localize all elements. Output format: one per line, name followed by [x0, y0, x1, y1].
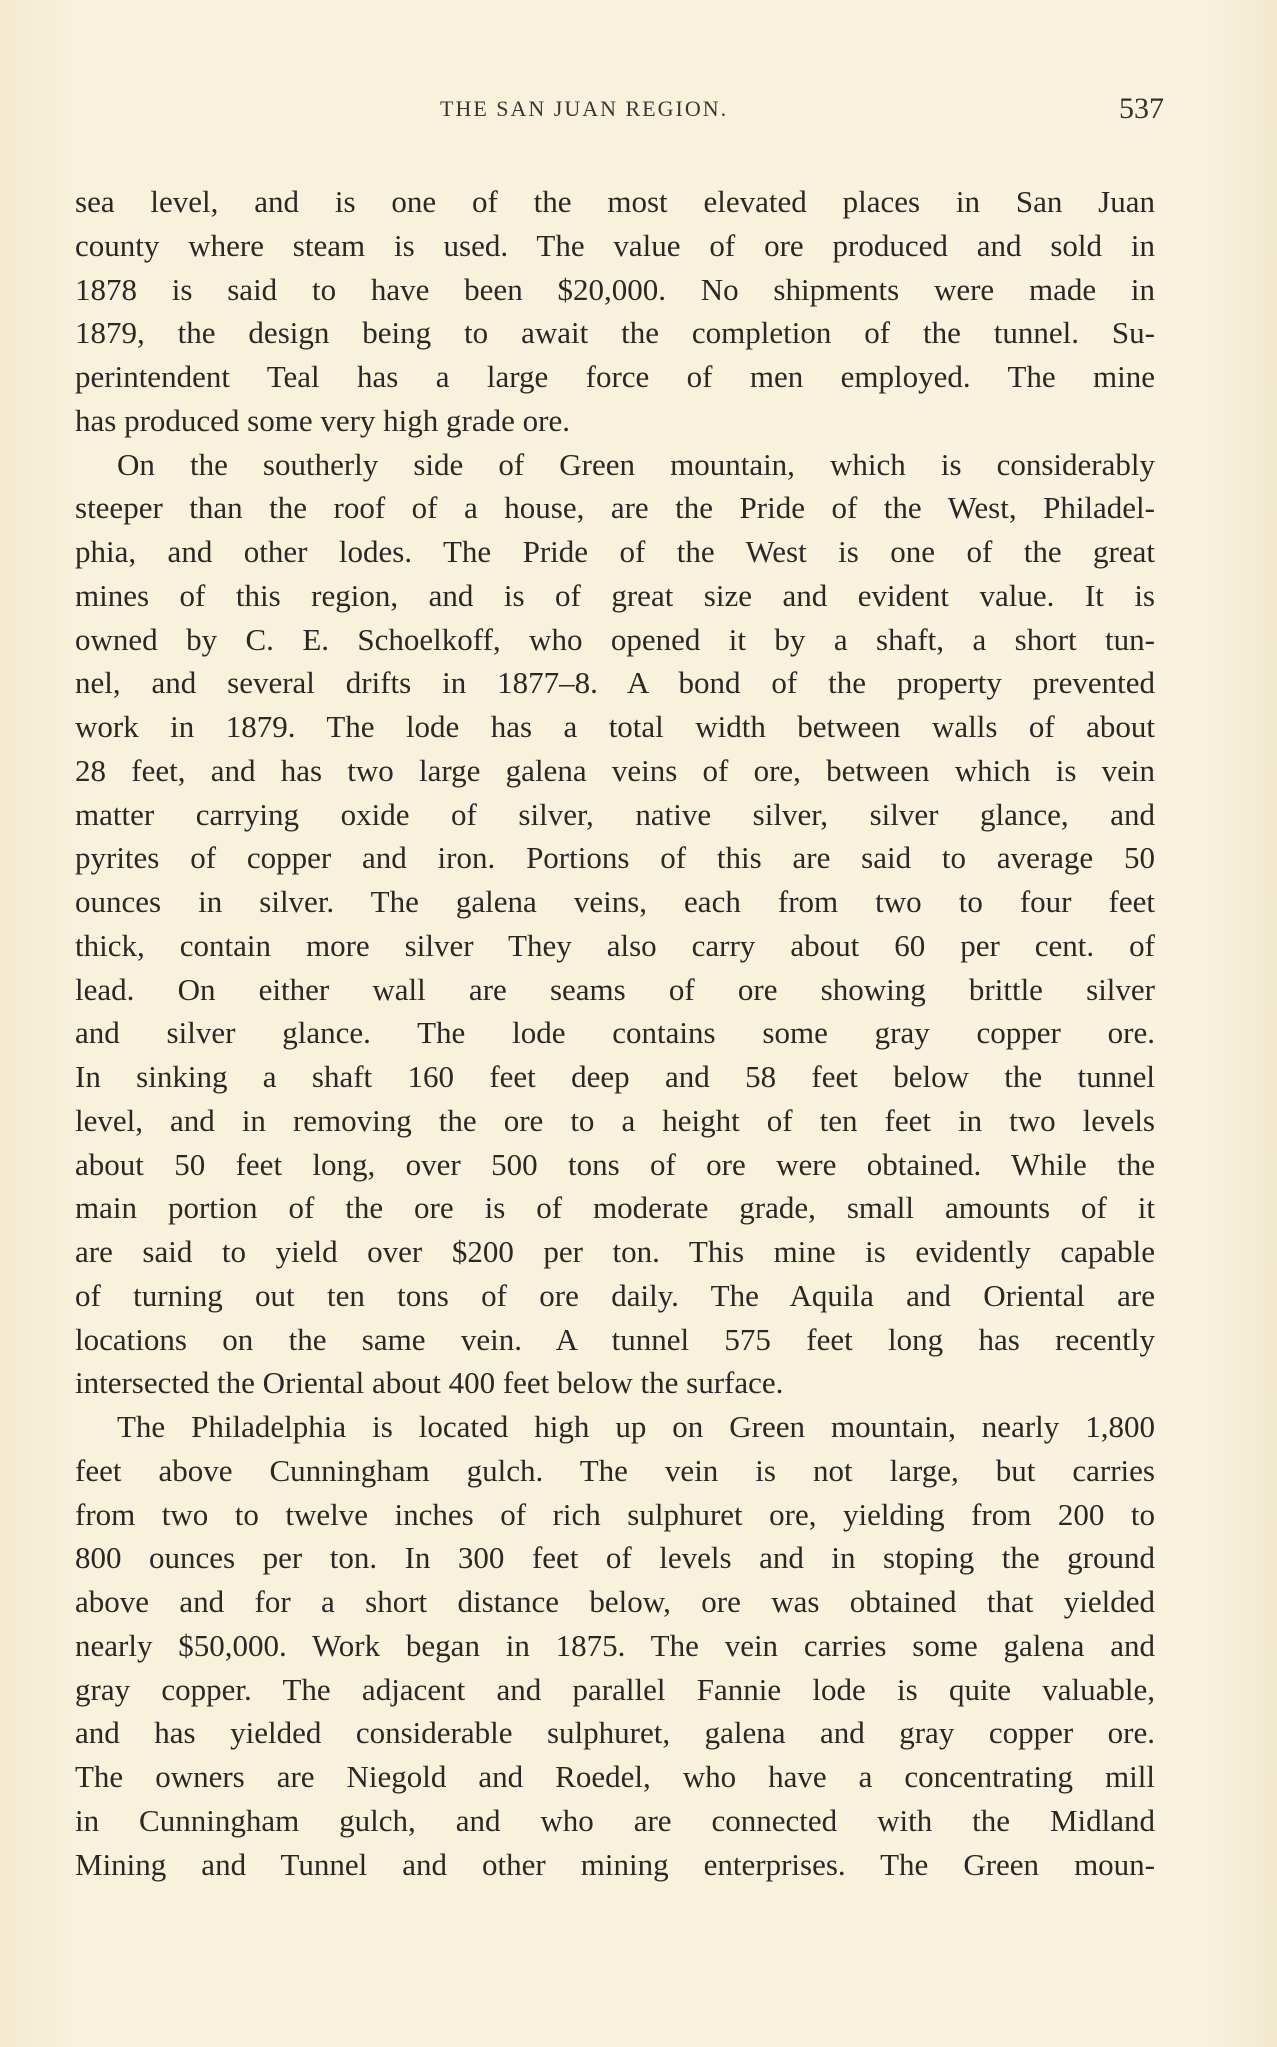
text-line: The owners are Niegold and Roedel, who have a concentrating mill [75, 1759, 1155, 1794]
text-line: work in 1879. The lode has a total width between walls of about [75, 709, 1155, 744]
text-line: locations on the same vein. A tunnel 575 feet long has recently [75, 1321, 1155, 1357]
text-line: The Philadelphia is located high up on Green mountain, nearly 1,800 [117, 1409, 1155, 1444]
text-line: intersected the Oriental about 400 feet below the surface. [75, 1365, 784, 1401]
page-number: 537 [1119, 92, 1164, 125]
text-line: nearly $50,000. Work began in 1875. The vein carries some galena and [75, 1627, 1155, 1663]
text-line: from two to twelve inches of rich sulphuret ore, yielding from 200 to [75, 1496, 1155, 1532]
text-line: Mining and Tunnel and other mining enterprises. The Green moun- [75, 1846, 1155, 1882]
text-line: gray copper. The adjacent and parallel Fannie lode is quite valuable, [75, 1671, 1155, 1707]
text-line: lead. On either wall are seams of ore showing brittle silver [75, 971, 1155, 1007]
text-line: pyrites of copper and iron. Portions of this are said to average 50 [75, 840, 1155, 876]
text-line: in Cunningham gulch, and who are connected with the Midland [75, 1802, 1155, 1838]
text-line: mines of this region, and is of great size and evident value. It is [75, 577, 1155, 613]
text-line: steeper than the roof of a house, are the Pride of the West, Philadel- [75, 490, 1155, 526]
text-line: matter carrying oxide of silver, native silver, silver glance, and [75, 796, 1155, 832]
body-text [75, 180, 1155, 1886]
text-line: and silver glance. The lode contains some gray copper ore. [75, 1015, 1155, 1051]
text-line: owned by C. E. Schoelkoff, who opened it by a shaft, a short tun- [75, 621, 1155, 657]
text-line: are said to yield over $200 per ton. This mine is evidently capable [75, 1234, 1155, 1269]
text-line: and has yielded considerable sulphuret, galena and gray copper ore. [75, 1715, 1155, 1751]
text-line: 1878 is said to have been $20,000. No shipments were made in [75, 271, 1155, 307]
text-line: feet above Cunningham gulch. The vein is not large, but carries [75, 1452, 1155, 1488]
text-line: perintendent Teal has a large force of men employed. The mine [75, 359, 1155, 394]
text-line: 28 feet, and has two large galena veins of ore, between which is vein [75, 752, 1155, 788]
text-line: county where steam is used. The value of ore produced and sold in [75, 227, 1155, 263]
text-line: On the southerly side of Green mountain, which is considerably [117, 446, 1155, 482]
text-line: ounces in silver. The galena veins, each from two to four feet [75, 884, 1155, 919]
page-header [0, 92, 1277, 128]
text-line: of turning out ten tons of ore daily. The Aquila and Oriental are [75, 1277, 1155, 1313]
text-line: nel, and several drifts in 1877–8. A bond of the property prevented [75, 665, 1155, 701]
text-line: main portion of the ore is of moderate grade, small amounts of it [75, 1190, 1155, 1226]
text-line: 1879, the design being to await the completion of the tunnel. Su- [75, 315, 1155, 351]
running-head: THE SAN JUAN REGION. [440, 96, 729, 121]
text-line: 800 ounces per ton. In 300 feet of levels and in stoping the ground [75, 1540, 1155, 1576]
text-line: phia, and other lodes. The Pride of the West is one of the great [75, 534, 1155, 569]
text-line: above and for a short distance below, ore was obtained that yielded [75, 1584, 1155, 1619]
text-line: has produced some very high grade ore. [75, 402, 570, 438]
text-line: thick, contain more silver They also carry about 60 per cent. of [75, 927, 1155, 963]
text-line: sea level, and is one of the most elevated places in San Juan [75, 184, 1155, 219]
text-line: level, and in removing the ore to a height of ten feet in two levels [75, 1102, 1155, 1138]
text-line: about 50 feet long, over 500 tons of ore were obtained. While the [75, 1146, 1155, 1182]
text-line: In sinking a shaft 160 feet deep and 58 feet below the tunnel [75, 1059, 1155, 1094]
